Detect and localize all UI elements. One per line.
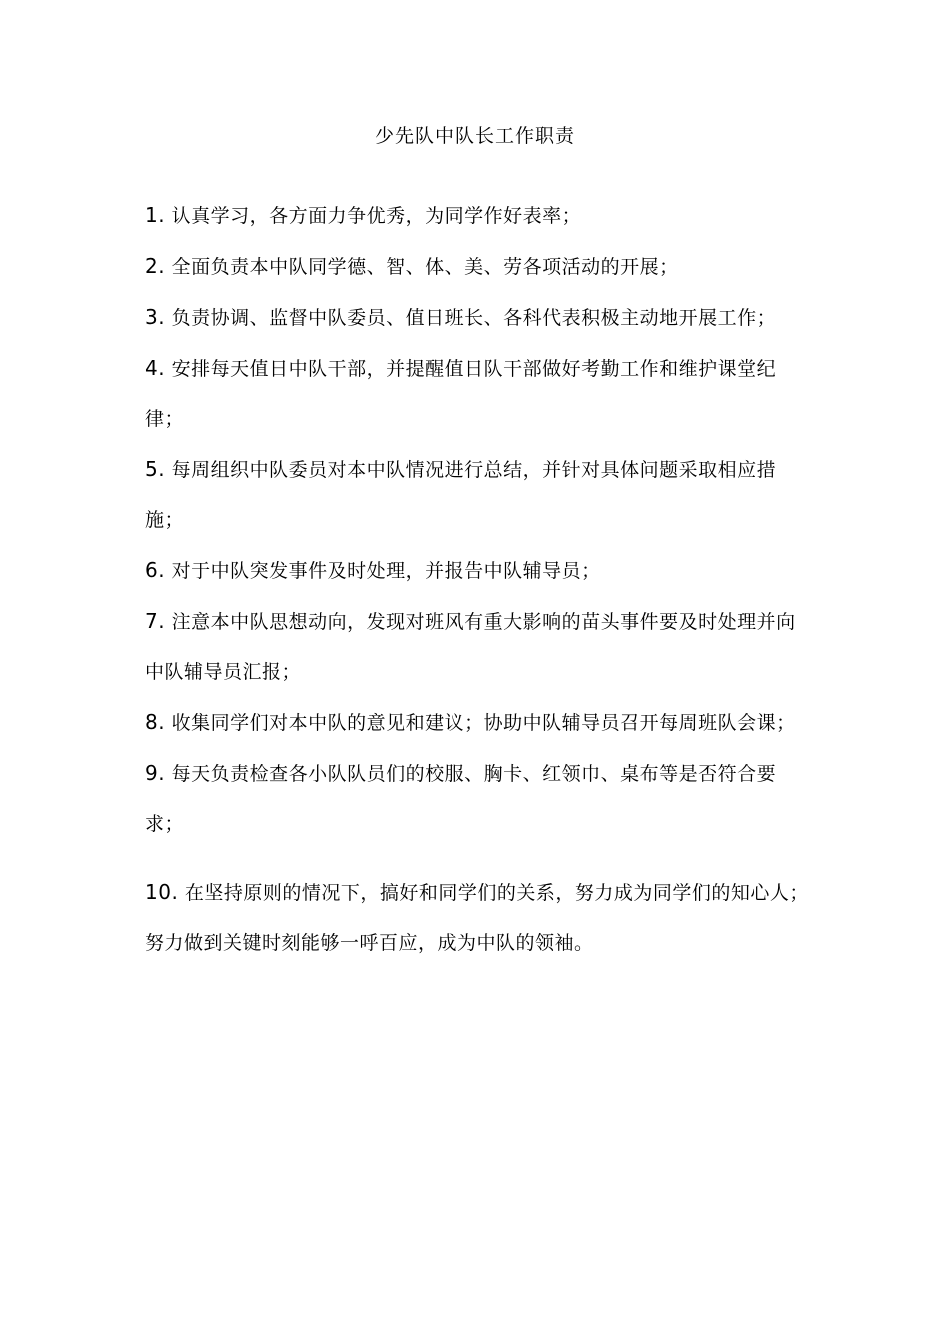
- duty-item-10: [145, 867, 810, 968]
- duty-number: 7.: [145, 609, 166, 633]
- duty-text: 全面负责本中队同学德、智、体、美、劳各项活动的开展；: [171, 256, 679, 278]
- document-title: 少先队中队长工作职责: [374, 125, 575, 147]
- duty-item-9: [145, 748, 810, 849]
- duty-number: 9.: [145, 761, 166, 785]
- duty-number: 1.: [145, 203, 166, 227]
- duty-number: 6.: [145, 558, 166, 582]
- duty-number: 8.: [145, 710, 166, 734]
- duty-number: 10.: [145, 880, 179, 904]
- duty-text: 在坚持原则的情况下，搞好和同学们的关系，努力成为同学们的知心人；努力做到关键时刻能够一呼百应，成为中队的领袖。: [145, 882, 809, 954]
- duty-text: 注意本中队思想动向，发现对班风有重大影响的苗头事件要及时处理并向中队辅导员汇报；: [145, 611, 796, 683]
- duty-number: 4.: [145, 356, 166, 380]
- duty-text: 安排每天值日中队干部，并提醒值日队干部做好考勤工作和维护课堂纪律；: [145, 358, 777, 430]
- duty-item-2: [145, 241, 810, 292]
- duty-item-5: [145, 444, 810, 545]
- duty-text: 收集同学们对本中队的意见和建议；协助中队辅导员召开每周班队会课；: [171, 712, 796, 734]
- duty-number: 2.: [145, 254, 166, 278]
- duty-text: 负责协调、监督中队委员、值日班长、各科代表积极主动地开展工作；: [171, 307, 777, 329]
- duty-item-4: [145, 343, 810, 444]
- duty-text: 每周组织中队委员对本中队情况进行总结，并针对具体问题采取相应措施；: [145, 459, 777, 531]
- duty-item-3: [145, 292, 810, 343]
- duty-item-1: [145, 190, 810, 241]
- duty-text: 认真学习，各方面力争优秀，为同学作好表率；: [171, 205, 582, 227]
- duty-text: 每天负责检查各小队队员们的校服、胸卡、红领巾、桌布等是否符合要求；: [145, 763, 777, 835]
- duty-list: [145, 190, 810, 968]
- duty-item-7: [145, 596, 810, 697]
- duty-item-8: [145, 697, 810, 748]
- duty-text: 对于中队突发事件及时处理，并报告中队辅导员；: [171, 560, 601, 582]
- duty-number: 3.: [145, 305, 166, 329]
- duty-item-6: [145, 545, 810, 596]
- duty-number: 5.: [145, 457, 166, 481]
